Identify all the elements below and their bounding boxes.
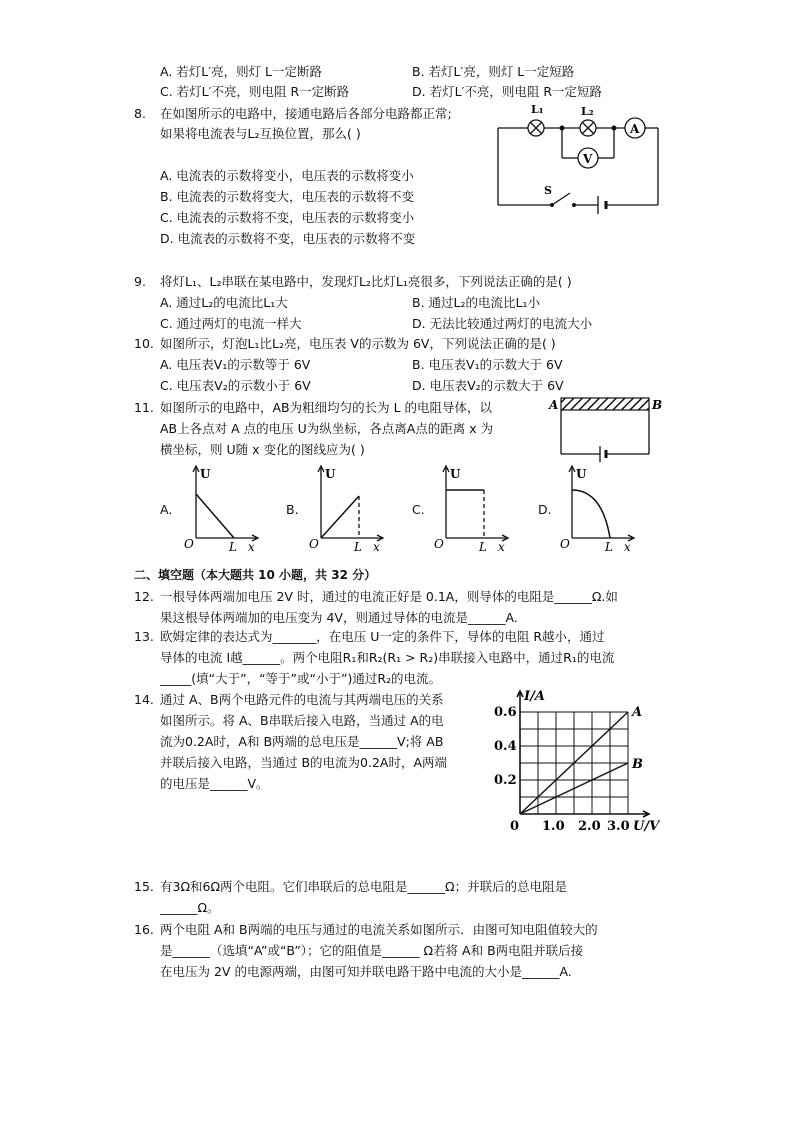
q9-option-b: B. 通过L₂的电流比L₁小 xyxy=(412,295,540,310)
q12-line1: 一根导体两端加电压 2V 时，通过的电流正好是 0.1A，则导体的电阻是______Ω.如 xyxy=(160,589,618,604)
q14-number: 14. xyxy=(134,692,154,707)
q13-line2: 导体的电流 I越______。两个电阻R₁和R₂(R₁ > R₂)串联接入电路中，通过R₁的电流 xyxy=(160,650,615,665)
q8-option-b: B. 电流表的示数将变大，电压表的示数将不变 xyxy=(160,189,415,204)
y-tick-0.4: 0.4 xyxy=(494,739,517,754)
axis-x-label: x xyxy=(498,540,505,552)
q16-number: 16. xyxy=(134,922,154,937)
q13-number: 13. xyxy=(134,629,154,644)
q10-option-a: A. 电压表V₁的示数等于 6V xyxy=(160,357,311,372)
axis-u-label: U xyxy=(200,467,211,481)
q11-graph-b-label: B. xyxy=(286,502,299,517)
q11-graph-a-label: A. xyxy=(160,502,173,517)
tick-l-label: L xyxy=(605,540,613,552)
q16-line2: 是______（选填“A”或“B”）；它的阻值是______ Ω若将 A和 B两电阻并联后接 xyxy=(160,943,584,958)
tick-l-label: L xyxy=(354,540,362,552)
section2-title: 二、填空题（本大题共 10 小题，共 32 分） xyxy=(134,568,377,582)
tick-l-label: L xyxy=(229,540,237,552)
q9-option-a: A. 通过L₂的电流比L₁大 xyxy=(160,295,288,310)
curve-increasing xyxy=(321,496,359,538)
q10-option-b: B. 电压表V₁的示数大于 6V xyxy=(412,357,563,372)
q14-iv-chart xyxy=(490,688,670,838)
q11-graph-c xyxy=(430,462,512,552)
q10-option-d: D. 电压表V₂的示数大于 6V xyxy=(412,378,564,393)
origin-label: O xyxy=(184,537,194,551)
q12-number: 12. xyxy=(134,589,154,604)
switch-label: S xyxy=(544,184,552,197)
q8-option-d: D. 电流表的示数将不变，电压表的示数将不变 xyxy=(160,231,416,246)
axis-u-label: U xyxy=(576,467,587,481)
q11-stem-line3: 横坐标，则 U随 x 变化的图线应为( ) xyxy=(160,442,365,457)
q15-line1: 有3Ω和6Ω两个电阻。它们串联后的总电阻是______Ω；并联后的总电阻是 xyxy=(160,879,568,894)
q14-line1: 通过 A、B两个电路元件的电流与其两端电压的关系 xyxy=(160,692,444,707)
y-tick-0.6: 0.6 xyxy=(494,705,517,720)
q8-option-a: A. 电流表的示数将变小，电压表的示数将变小 xyxy=(160,168,414,183)
curve-decreasing xyxy=(196,494,234,538)
q11-graph-c-label: C. xyxy=(412,502,425,517)
q11-stem-line1: 如图所示的电路中，AB为粗细均匀的长为 L 的电阻导体，以 xyxy=(160,400,493,415)
q14-line3: 流为0.2A时，A和 B两端的总电压是______V;将 AB xyxy=(160,734,444,749)
q7-option-c: C. 若灯L′不亮，则电阻 R一定断路 xyxy=(160,84,350,99)
q13-line3: _____(填“大于”，“等于”或“小于”)通过R₂的电流。 xyxy=(160,671,442,686)
q8-stem-line2: 如果将电流表与L₂互换位置，那么( ) xyxy=(160,126,361,141)
l1-label: L₁ xyxy=(531,103,544,116)
q11-graph-d-label: D. xyxy=(538,502,552,517)
q12-line2: 果这根导体两端加的电压变为 4V，则通过导体的电流是______A. xyxy=(160,610,518,625)
x-tick-2.0: 2.0 xyxy=(578,819,601,834)
series-a-label: A xyxy=(632,705,643,720)
axis-x-label: x xyxy=(373,540,380,552)
q15-number: 15. xyxy=(134,879,154,894)
ammeter-label: A xyxy=(630,122,640,136)
q16-line3: 在电压为 2V 的电源两端，由图可知并联电路干路中电流的大小是______A. xyxy=(160,964,572,979)
axis-u-label: U xyxy=(325,467,336,481)
q11-graph-a xyxy=(180,462,262,552)
x-tick-1.0: 1.0 xyxy=(542,819,565,834)
origin-label: O xyxy=(434,537,444,551)
q8-number: 8. xyxy=(134,106,146,121)
q9-number: 9. xyxy=(134,274,146,289)
q7-option-d: D. 若灯L′不亮，则电阻 R一定短路 xyxy=(412,84,603,99)
end-a-label: A xyxy=(549,398,559,412)
q14-line2: 如图所示。将 A、B串联后接入电路，当通过 A的电 xyxy=(160,713,444,728)
origin-label: 0 xyxy=(510,819,520,834)
resistor-ab-symbol xyxy=(561,398,649,410)
q9-stem: 将灯L₁、L₂串联在某电路中，发现灯L₂比灯L₁亮很多，下列说法正确的是( ) xyxy=(160,274,572,289)
origin-label: O xyxy=(560,537,570,551)
l2-label: L₂ xyxy=(581,105,594,118)
q11-number: 11. xyxy=(134,400,154,415)
q14-line4: 并联后接入电路，当通过 B的电流为0.2A时，A两端 xyxy=(160,755,448,770)
q14-line5: 的电压是______V。 xyxy=(160,776,269,791)
q10-number: 10. xyxy=(134,336,154,351)
q7-option-a: A. 若灯L′亮，则灯 L一定断路 xyxy=(160,64,323,79)
q8-option-c: C. 电流表的示数将不变，电压表的示数将变小 xyxy=(160,210,415,225)
axis-x-label: x xyxy=(248,540,255,552)
y-axis-label: I/A xyxy=(524,689,545,704)
q9-option-d: D. 无法比较通过两灯的电流大小 xyxy=(412,316,593,331)
voltmeter-label: V xyxy=(583,152,593,166)
q11-stem-line2: AB上各点对 A 点的电压 U为纵坐标，各点离A点的距离 x 为 xyxy=(160,421,494,436)
q13-line1: 欧姆定律的表达式为_______，在电压 U一定的条件下，导体的电阻 R越小，通过 xyxy=(160,629,605,644)
q10-stem: 如图所示，灯泡L₁比L₂亮，电压表 V的示数为 6V，下列说法正确的是( ) xyxy=(160,336,556,351)
q11-circuit-diagram xyxy=(545,392,665,468)
axis-u-label: U xyxy=(450,467,461,481)
q9-option-c: C. 通过两灯的电流一样大 xyxy=(160,316,302,331)
series-b-label: B xyxy=(632,757,643,772)
tick-l-label: L xyxy=(479,540,487,552)
axis-x-label: x xyxy=(624,540,631,552)
q15-line2: ______Ω。 xyxy=(160,900,220,915)
curve-arc xyxy=(572,490,610,538)
x-axis-label: U/V xyxy=(633,819,660,834)
q11-graph-d xyxy=(556,462,638,552)
q11-graph-b xyxy=(305,462,387,552)
x-tick-3.0: 3.0 xyxy=(607,819,630,834)
end-b-label: B xyxy=(652,398,663,412)
q10-option-c: C. 电压表V₂的示数小于 6V xyxy=(160,378,311,393)
y-tick-0.2: 0.2 xyxy=(494,773,517,788)
q8-circuit-diagram xyxy=(490,100,665,215)
q16-line1: 两个电阻 A和 B两端的电压与通过的电流关系如图所示．由图可知电阻值较大的 xyxy=(160,922,598,937)
q7-option-b: B. 若灯L′亮，则灯 L一定短路 xyxy=(412,64,575,79)
q8-stem-line1: 在如图所示的电路中，接通电路后各部分电路都正常; xyxy=(160,106,452,121)
origin-label: O xyxy=(309,537,319,551)
